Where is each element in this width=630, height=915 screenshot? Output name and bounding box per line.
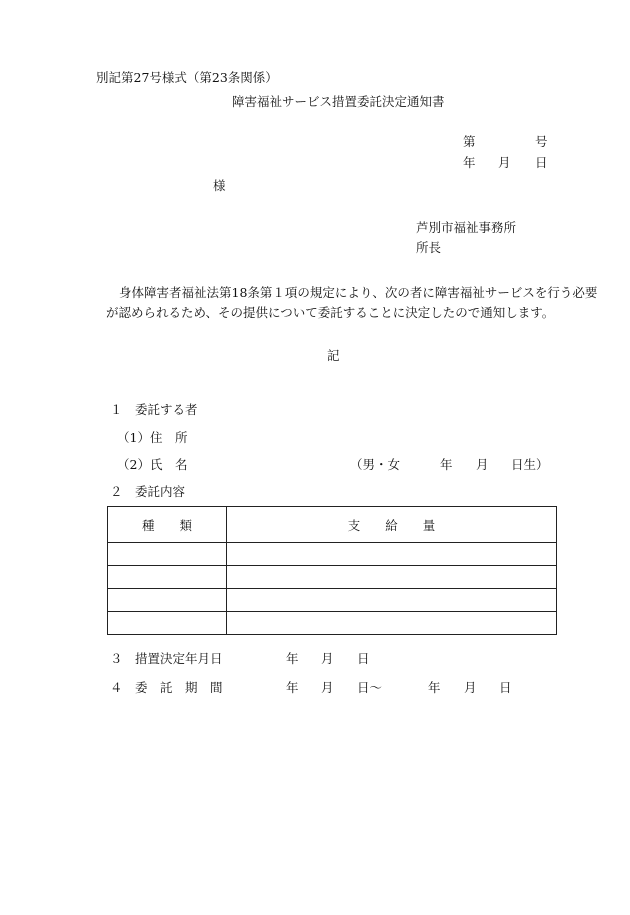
period-from-day: 日〜 — [357, 680, 383, 695]
section4-title: ４ 委 託 期 間 — [110, 680, 223, 695]
service-table — [107, 506, 557, 635]
doc-number-suffix: 号 — [535, 134, 548, 149]
period-to-month: 月 — [464, 680, 477, 695]
table-cell — [227, 566, 557, 589]
table-cell — [108, 566, 227, 589]
decision-year: 年 — [286, 651, 299, 666]
body-line-1: 身体障害者福祉法第18条第１項の規定により、次の者に障害福祉サービスを行う必要 — [119, 285, 598, 300]
table-row — [108, 612, 557, 635]
birth-day: 日生） — [511, 457, 549, 472]
issuer-office: 芦別市福祉事務所 — [416, 220, 517, 235]
birth-year: 年 — [440, 457, 453, 472]
period-from-month: 月 — [321, 680, 334, 695]
body-line-2: が認められるため、その提供について委託することに決定したので通知します。 — [106, 305, 555, 320]
doc-number-label: 第 — [463, 134, 476, 149]
table-cell — [227, 612, 557, 635]
date-day: 日 — [535, 155, 548, 170]
table-cell — [227, 589, 557, 612]
period-to-year: 年 — [428, 680, 441, 695]
table-cell — [108, 543, 227, 566]
recipient-suffix: 様 — [213, 178, 226, 193]
issuer-head: 所長 — [416, 240, 442, 255]
table-cell — [227, 543, 557, 566]
table-header-row — [108, 507, 557, 543]
table-cell — [108, 612, 227, 635]
section2-title: ２ 委託内容 — [110, 484, 186, 499]
period-from-year: 年 — [286, 680, 299, 695]
section3-title: ３ 措置決定年月日 — [110, 651, 223, 666]
name-label: （2）氏 名 — [117, 457, 188, 472]
table-cell — [108, 589, 227, 612]
ki-heading: 記 — [327, 348, 340, 363]
period-to-day: 日 — [499, 680, 512, 695]
header-type: 種 類 — [108, 507, 227, 543]
decision-month: 月 — [321, 651, 334, 666]
table-row — [108, 589, 557, 612]
section1-title: １ 委託する者 — [110, 402, 198, 417]
address-label: （1）住 所 — [117, 430, 188, 445]
document-title: 障害福祉サービス措置委託決定通知書 — [232, 94, 445, 109]
table-row — [108, 543, 557, 566]
decision-day: 日 — [357, 651, 370, 666]
form-id: 別記第27号様式（第23条関係） — [96, 70, 278, 85]
gender-field: （男・女 — [350, 457, 401, 472]
date-year: 年 — [463, 155, 476, 170]
table-row — [108, 566, 557, 589]
birth-month: 月 — [476, 457, 489, 472]
date-month: 月 — [498, 155, 511, 170]
header-amount: 支 給 量 — [227, 507, 557, 543]
